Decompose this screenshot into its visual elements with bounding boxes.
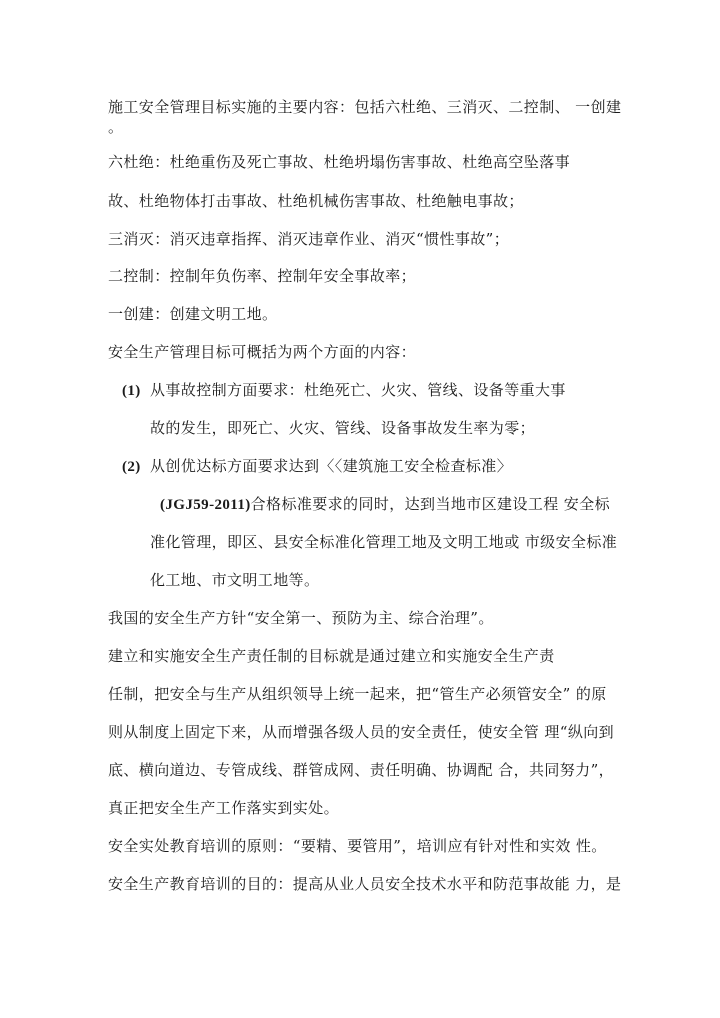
text-line	[160, 494, 610, 515]
list-item	[122, 380, 566, 401]
text-line: 六杜绝：杜绝重伤及死亡事故、杜绝坍塌伤害事故、杜绝高空坠落事	[108, 153, 571, 171]
text-line: 安全生产管理目标可概括为两个方面的内容：	[108, 343, 417, 361]
text-line: 故的发生，即死亡、火灾、管线、设备事故发生率为零；	[150, 419, 536, 437]
text-line: 我国的安全生产方针“安全第一、预防为主、综合治理”。	[108, 609, 494, 627]
text-line: 准化管理，即区、县安全标准化管理工地及文明工地或 市级安全标准	[150, 533, 618, 551]
list-number: (1)	[122, 383, 141, 399]
text-line: 安全实处教育培训的原则：“要精、要管用”，培训应有针对性和实效 性。	[108, 837, 607, 855]
text-line: 三消灭：消灭违章指挥、消灭违章作业、消灭“惯性事故”；	[108, 230, 510, 248]
list-item	[122, 456, 512, 477]
text-line: 真正把安全生产工作落实到实处。	[108, 799, 340, 817]
text-line: 化工地、市文明工地等。	[150, 571, 320, 589]
list-text: 从事故控制方面要求：杜绝死亡、火灾、管线、设备等重大事	[150, 381, 566, 399]
list-number: (2)	[122, 459, 141, 475]
text-line: 则从制度上固定下来，从而增强各级人员的安全责任，使安全管 理“纵向到	[108, 723, 615, 741]
text-line: 建立和实施安全生产责任制的目标就是通过建立和实施安全生产责	[108, 647, 555, 665]
list-text: 从创优达标方面要求达到〈〈建筑施工安全检查标准〉	[150, 457, 513, 475]
text-line: 故、杜绝物体打击事故、杜绝机械伤害事故、杜绝触电事故；	[108, 192, 524, 210]
standard-code: (JGJ59-2011)	[160, 497, 251, 513]
text-line: 安全生产教育培训的目的：提高从业人员安全技术水平和防范事故能 力，是	[108, 875, 622, 893]
list-text: 合格标准要求的同时，达到当地市区建设工程 安全标	[250, 495, 611, 513]
text-line: 施工安全管理目标实施的主要内容：包括六杜绝、三消灭、二控制、 一创建	[108, 98, 622, 116]
text-line: 任制，把安全与生产从组织领导上统一起来，把“管生产必须管安全” 的原	[108, 685, 607, 703]
text-line: 一创建：创建文明工地。	[108, 305, 278, 323]
text-line: 。	[108, 118, 124, 136]
text-line: 二控制：控制年负伤率、控制年安全事故率；	[108, 267, 417, 285]
text-line: 底、横向道边、专管成线、群管成网、责任明确、协调配 合，共同努力”，	[108, 761, 615, 779]
